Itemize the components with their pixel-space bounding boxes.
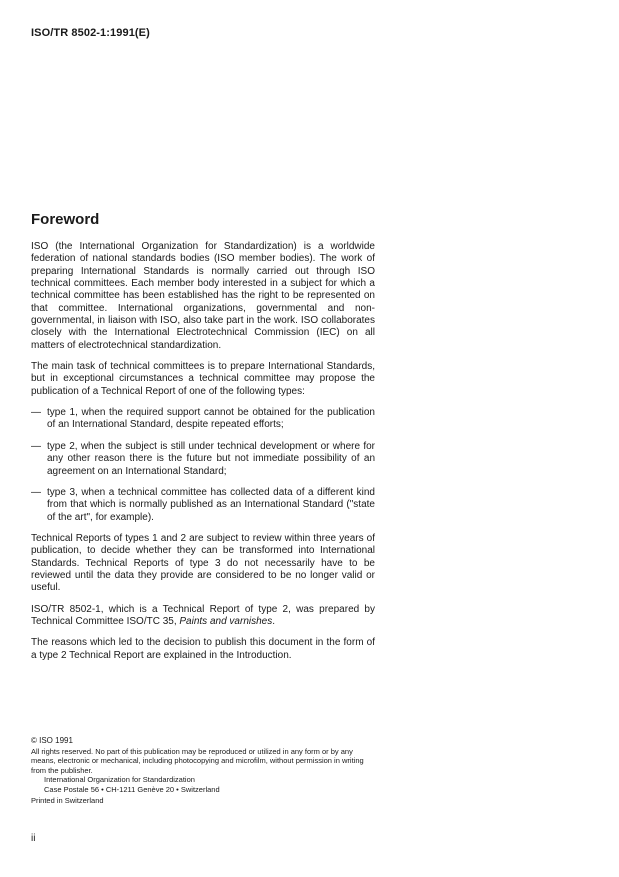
copyright-block: [31, 736, 375, 805]
committee-title: Paints and varnishes: [179, 615, 273, 627]
foreword-paragraph-main-task: The main task of technical committees is to prepare International Standards, but in exceptional circumstances a technical committee may propose the publication of a Technical Report of one of the following types:: [31, 361, 375, 397]
list-item-type-3: [31, 487, 375, 524]
foreword-body: [31, 241, 375, 671]
list-dash: —: [31, 486, 41, 498]
prepared-by-text: ISO/TR 8502-1, which is a Technical Report of type 2, was prepared by Technical Committee ISO/TC 35,: [31, 603, 375, 627]
page-number: ii: [31, 833, 36, 844]
foreword-paragraph-reasons: The reasons which led to the decision to publish this document in the form of a type 2 Technical Report are explained in the Introduction.: [31, 637, 375, 661]
list-dash: —: [31, 440, 41, 452]
prepared-by-end: .: [272, 615, 276, 627]
foreword-paragraph-iso: ISO (the International Organization for Standardization) is a worldwide federation of national standards bodies (ISO member bodies). The work of preparing International Standards is normally carried out through ISO technical committees. Each member body interested in a subject for which a technical committee has been established has the right to be represented on that committee. International organizations, governmental and non-governmental, in liaison with ISO, also take part in the work. ISO collaborates closely with the International Electrotechnical Commission (IEC) on all matters of electrotechnical standardization.: [31, 241, 375, 351]
list-item-type-1: [31, 407, 375, 432]
publisher-name: International Organization for Standardization: [44, 775, 195, 785]
list-item-text: type 1, when the required support cannot be obtained for the publication of an International Standard, despite repeated efforts;: [47, 407, 375, 431]
publisher-address: Case Postale 56 • CH-1211 Genève 20 • Switzerland: [44, 784, 220, 794]
foreword-paragraph-prepared-by: [31, 604, 375, 629]
report-types-list: [31, 407, 375, 524]
foreword-heading: Foreword: [31, 211, 100, 228]
foreword-paragraph-review: Technical Reports of types 1 and 2 are subject to review within three years of publication, to decide whether they can be transformed into International Standards. Technical Reports of type 3 do not necessarily have to be reviewed until the data they provide are considered to be no longer valid or useful.: [31, 532, 375, 594]
list-dash: —: [31, 407, 41, 419]
copyright-line: © ISO 1991: [31, 736, 73, 745]
rights-statement: All rights reserved. No part of this publication may be reproduced or utilized in any form or by any means, electronic or mechanical, including photocopying and microfilm, without permission in writing from the publisher.: [31, 746, 364, 775]
list-item-text: type 2, when the subject is still under technical development or where for any other reason there is the future but not immediate possibility of an agreement on an International Standard;: [47, 440, 375, 477]
document-id: ISO/TR 8502-1:1991(E): [31, 27, 150, 39]
printed-in: Printed in Switzerland: [31, 795, 104, 805]
list-item-text: type 3, when a technical committee has collected data of a different kind from that which is normally published as an International Standard ("state of the art", for example).: [47, 486, 375, 523]
list-item-type-2: [31, 441, 375, 478]
